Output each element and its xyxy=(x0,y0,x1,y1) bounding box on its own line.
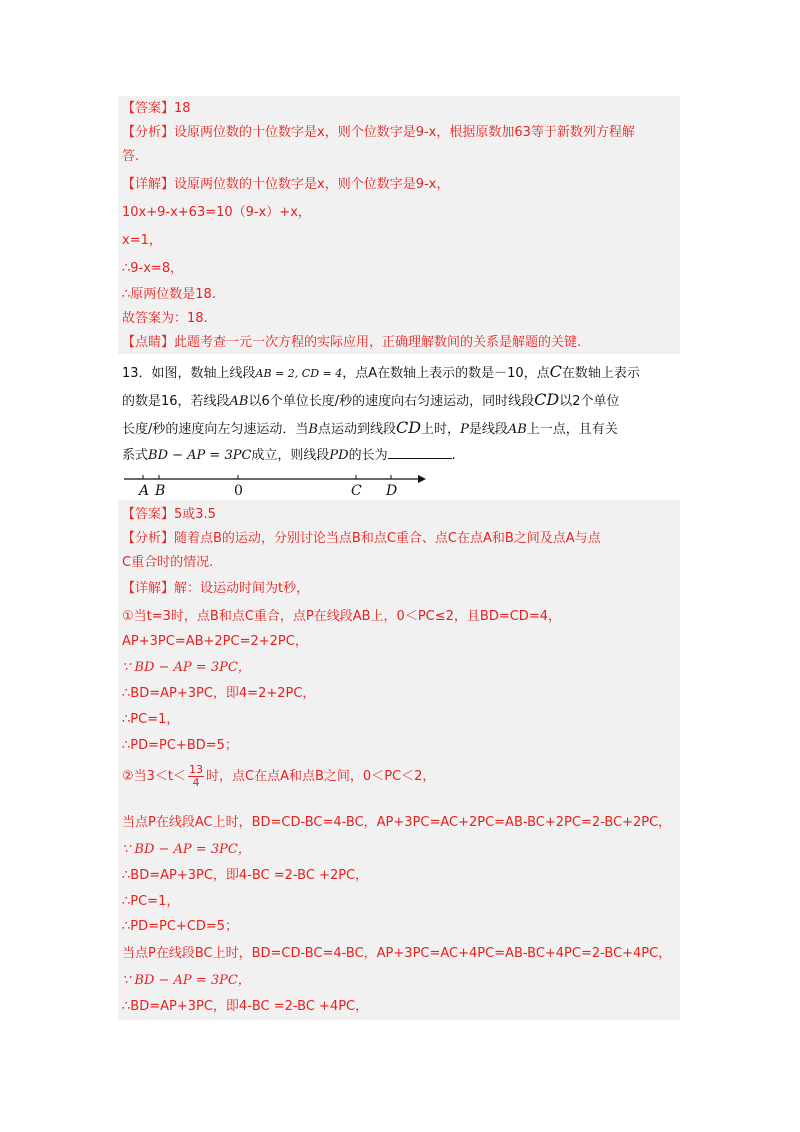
question-line: 长度/秒的速度向左匀速运动．当B点运动到线段CD上时，P是线段AB上一点，且有关 xyxy=(122,418,618,437)
case-line: ∴PC=1， xyxy=(122,712,180,727)
label-C: C xyxy=(351,483,362,498)
analysis-line: C重合时的情况. xyxy=(122,555,214,570)
detail-line: ∴原两位数是18. xyxy=(122,287,216,302)
detail-line: 10x+9-x+63=10（9-x）+x， xyxy=(122,205,311,220)
number-line-arrow xyxy=(418,475,426,483)
case-line: 当点P在线段BC上时，BD=CD-BC=4-BC，AP+3PC=AC+4PC=AB-BC+4PC=2-BC+4PC， xyxy=(122,946,672,961)
label-D: D xyxy=(386,483,398,498)
answer-block-13 xyxy=(118,500,680,1020)
because-line: ∵ BD − AP = 3PC， xyxy=(122,973,251,988)
analysis-line: 答. xyxy=(122,149,140,164)
detail-line: ∴9-x=8， xyxy=(122,261,184,276)
answer-label: 【答案】5或3.5 xyxy=(122,507,216,522)
detail-line: 故答案为：18. xyxy=(122,311,208,326)
detail-line: 【详解】解：设运动时间为t秒， xyxy=(122,581,310,596)
question-line: 的数是16，若线段AB以6个单位长度/秒的速度向右匀速运动，同时线段CD以2个单位 xyxy=(122,390,620,409)
case-line: ②当3＜t＜ $\frac{13}{4}$ 时，点C在点A和点B之间，0＜PC＜2， xyxy=(122,763,436,789)
case-line: ∴PC=1， xyxy=(122,894,180,909)
number-line-diagram xyxy=(118,470,438,498)
question-13 xyxy=(118,358,680,470)
detail-line: 【详解】设原两位数的十位数字是x，则个位数字是9-x， xyxy=(122,177,450,192)
case-line: ∴PD=PC+BD=5； xyxy=(122,738,238,753)
case-line: ①当t=3时，点B和点C重合，点P在线段AB上，0＜PC≤2，且BD=CD=4， xyxy=(122,609,561,624)
label-0: 0 xyxy=(234,483,243,498)
answer-label: 【答案】18 xyxy=(122,101,191,116)
question-line: 13．如图，数轴上线段AB = 2, CD = 4，点A在数轴上表示的数是－10，点C在数轴上表示 xyxy=(122,362,640,381)
case-line: 当点P在线段AC上时，BD=CD-BC=4-BC，AP+3PC=AC+2PC=AB-BC+2PC=2-BC+2PC， xyxy=(122,815,672,830)
case-line: ∴BD=AP+3PC，即4-BC =2-BC +2PC， xyxy=(122,868,369,883)
because-line: ∵ BD − AP = 3PC， xyxy=(122,660,251,675)
answer-block-12 xyxy=(118,96,680,354)
case-line: AP+3PC=AB+2PC=2+2PC， xyxy=(122,634,308,649)
label-A: A xyxy=(139,483,150,498)
analysis-line: 【分析】设原两位数的十位数字是x，则个位数字是9-x，根据原数加63等于新数列方程解 xyxy=(122,125,635,140)
answer-blank xyxy=(388,446,452,459)
question-line: 系式BD − AP = 3PC成立，则线段PD的长为 . xyxy=(122,448,456,463)
analysis-line: 【分析】随着点B的运动，分别讨论当点B和点C重合、点C在点A和B之间及点A与点 xyxy=(122,531,601,546)
case-line: ∴BD=AP+3PC，即4-BC =2-BC +4PC， xyxy=(122,999,369,1014)
case-line: ∴BD=AP+3PC，即4=2+2PC， xyxy=(122,686,316,701)
case-line: ∴PD=PC+CD=5； xyxy=(122,919,239,934)
comment-line: 【点睛】此题考查一元一次方程的实际应用，正确理解数间的关系是解题的关键. xyxy=(122,335,582,350)
detail-line: x=1， xyxy=(122,233,162,248)
label-B: B xyxy=(155,483,166,498)
fraction: $\frac{13}{4}$ xyxy=(189,763,204,789)
because-line: ∵ BD − AP = 3PC， xyxy=(122,842,251,857)
